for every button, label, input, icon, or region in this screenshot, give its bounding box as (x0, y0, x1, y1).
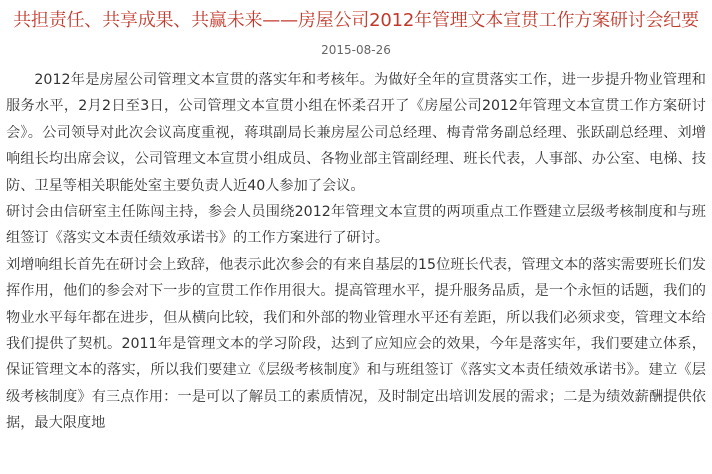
paragraph-seminar: 研讨会由信研室主任陈闯主持，参会人员围绕2012年管理文本宣贯的两项重点工作暨建立层级考核制度和与班组签订《落实文本责任绩效承诺书》的工作方案进行了研讨。 (6, 204, 706, 247)
article-date: 2015-08-26 (321, 43, 391, 57)
article-body (6, 67, 706, 437)
article-title: 共担责任、共享成果、共赢未来——房屋公司2012年管理文本宣贯工作方案研讨会纪要 (13, 10, 699, 31)
paragraph-speech: 刘增响组长首先在研讨会上致辞，他表示此次参会的有来自基层的15位班长代表，管理文本的落实需要班长们发挥作用，他们的参会对下一步的宣贯工作作用很大。提高管理水平，提升服务品质，是一个永恒的话题，我们的物业水平每年都在进步，但从横向比较，我们和外部的物业管理水平还有差距，所以我们必须求变，管理文本给我们提供了契机。2011年是管理文本的学习阶段，达到了应知应会的效果，今年是落实年，我们要建立体系，保证管理文本的落实，所以我们要建立《层级考核制度》和与班组签订《落实文本责任绩效承诺书》。建立《层级考核制度》有三点作用：一是可以了解员工的素质情况，及时制定出培训发展的需求；二是为绩效薪酬提供依据，最大限度地 (6, 256, 706, 432)
paragraph-intro: 2012年是房屋公司管理文本宣贯的落实年和考核年。为做好全年的宣贯落实工作，进一步提升物业管理和服务水平，2月2日至3日，公司管理文本宣贯小组在怀柔召开了《房屋公司2012年管理文本宣贯工作方案研讨会》。公司领导对此次会议高度重视，蒋琪副局长兼房屋公司总经理、梅青常务副总经理、张跃副总经理、刘增响组长均出席会议，公司管理文本宣贯小组成员、各物业部主管副经理、班长代表，人事部、办公室、电梯、技防、卫星等相关职能处室主要负责人近40人参加了会议。 (6, 72, 706, 194)
